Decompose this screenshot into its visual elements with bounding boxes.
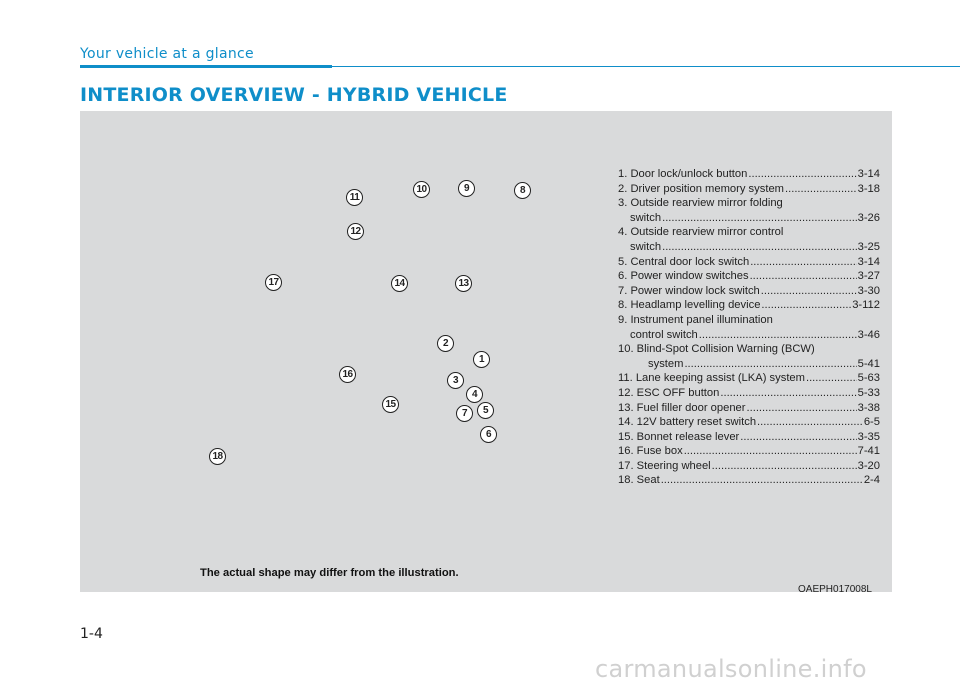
callout-5: 5 [477,402,494,419]
legend-item: 5. Central door lock switch ..... 3-14 [618,255,880,270]
legend-item: 12. ESC OFF button ..... 5-33 [618,386,880,401]
legend-item: 6. Power window switches ..... 3-27 [618,269,880,284]
legend-item: 7. Power window lock switch ..... 3-30 [618,284,880,299]
image-code: OAEPH017008L [798,584,872,595]
callout-15: 15 [382,396,399,413]
callout-13: 13 [455,275,472,292]
legend-item: 4. Outside rearview mirror control switch ..... 3-25 [618,225,880,254]
illustration-note: The actual shape may differ from the illustration. [200,567,459,579]
legend-item: 3. Outside rearview mirror folding switch ..... 3-26 [618,196,880,225]
callout-3: 3 [447,372,464,389]
watermark: carmanualsonline.info [595,655,867,683]
legend-item: 17. Steering wheel ..... 3-20 [618,459,880,474]
legend-item: 16. Fuse box ..... 7-41 [618,444,880,459]
page-title: INTERIOR OVERVIEW - HYBRID VEHICLE [80,84,508,106]
callout-16: 16 [339,366,356,383]
legend-item: 2. Driver position memory system ..... 3-18 [618,182,880,197]
callout-17: 17 [265,274,282,291]
legend-item: 13. Fuel filler door opener ..... 3-38 [618,401,880,416]
callout-4: 4 [466,386,483,403]
callout-2: 2 [437,335,454,352]
callout-7: 7 [456,405,473,422]
legend-item: 1. Door lock/unlock button ..... 3-14 [618,167,880,182]
callout-8: 8 [514,182,531,199]
component-legend [618,167,880,488]
callout-12: 12 [347,223,364,240]
legend-item: 15. Bonnet release lever ..... 3-35 [618,430,880,445]
section-tab: Your vehicle at a glance [80,46,254,62]
callout-9: 9 [458,180,475,197]
legend-item: 11. Lane keeping assist (LKA) system ..... 5-63 [618,371,880,386]
legend-item: 9. Instrument panel illumination control switch ..... 3-46 [618,313,880,342]
legend-item: 18. Seat ..... 2-4 [618,473,880,488]
callout-11: 11 [346,189,363,206]
section-rule [80,65,332,68]
legend-item: 10. Blind-Spot Collision Warning (BCW) system ..... 5-41 [618,342,880,371]
callout-6: 6 [480,426,497,443]
legend-item: 14. 12V battery reset switch ..... 6-5 [618,415,880,430]
callout-1: 1 [473,351,490,368]
callout-18: 18 [209,448,226,465]
legend-item: 8. Headlamp levelling device ..... 3-112 [618,298,880,313]
callout-10: 10 [413,181,430,198]
header-divider [332,66,960,67]
page-number: 1-4 [80,626,103,642]
callout-14: 14 [391,275,408,292]
